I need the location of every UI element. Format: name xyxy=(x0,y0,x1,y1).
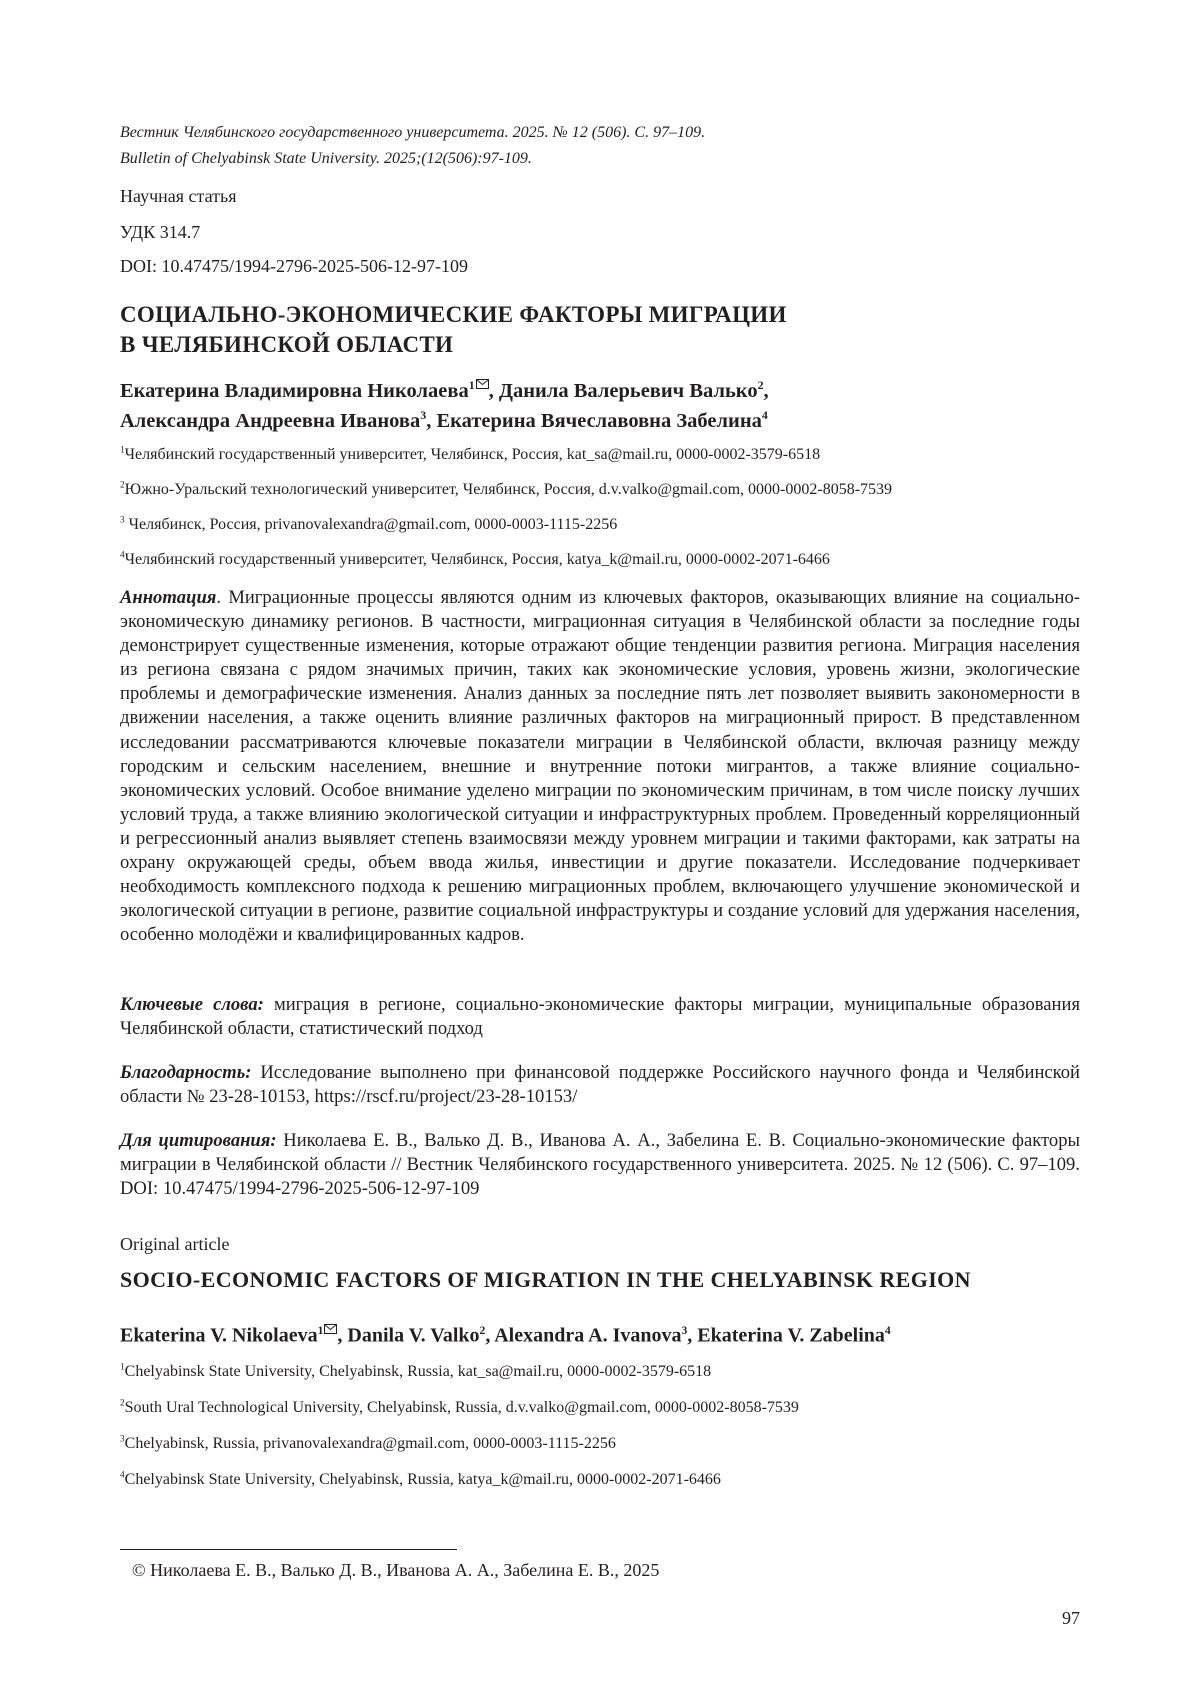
affiliation-number: 3 xyxy=(120,515,125,526)
author-affiliation-number: 1 xyxy=(317,1324,324,1337)
affiliation-en-1 xyxy=(120,1362,1080,1382)
envelope-icon xyxy=(324,1314,337,1342)
udc-code: УДК 314.7 xyxy=(120,222,201,242)
affiliation-en-3 xyxy=(120,1434,1080,1454)
affiliation-ru-3 xyxy=(120,515,1080,535)
authors-en xyxy=(120,1314,1080,1350)
title-ru-line-1: СОЦИАЛЬНО-ЭКОНОМИЧЕСКИЕ ФАКТОРЫ МИГРАЦИИ xyxy=(120,302,787,327)
author-separator: , xyxy=(763,379,769,402)
journal-reference-ru: Вестник Челябинского государственного университета. 2025. № 12 (506). С. 97–109. xyxy=(120,124,706,141)
author-affiliation-number: 1 xyxy=(468,378,475,392)
citation-label: Для цитирования: xyxy=(120,1130,277,1151)
affiliation-en-4 xyxy=(120,1470,1080,1490)
author-affiliation-number: 4 xyxy=(884,1324,891,1337)
journal-reference-en: Bulletin of Chelyabinsk State University. 2025;(12(506):97-109. xyxy=(120,150,532,167)
copyright-notice: © Николаева Е. В., Валько Д. В., Иванова А. А., Забелина Е. В., 2025 xyxy=(132,1560,660,1580)
affiliation-number: 3 xyxy=(120,1434,125,1445)
article-title-en: SOCIO-ECONOMIC FACTORS OF MIGRATION IN THE CHELYABINSK REGION xyxy=(120,1267,971,1292)
author-separator: , xyxy=(488,379,499,402)
affiliation-text: South Ural Technological University, Chelyabinsk, Russia, d.v.valko@gmail.com, 0000-0002-8058-7539 xyxy=(124,1399,799,1416)
affiliation-ru-4 xyxy=(120,550,1080,570)
page-number: 97 xyxy=(1062,1608,1080,1628)
author-affiliation-number: 2 xyxy=(757,378,764,392)
keywords xyxy=(120,993,1080,1041)
author-name: Екатерина Вячеславовна Забелина xyxy=(436,409,762,432)
author-separator: , xyxy=(687,1324,698,1347)
author-name: Данила Валерьевич Валько xyxy=(498,379,758,402)
affiliation-number: 1 xyxy=(120,1362,125,1373)
author-affiliation-number: 4 xyxy=(761,408,768,422)
authors-ru-line-2 xyxy=(120,406,1080,436)
article-title-ru xyxy=(120,300,1080,360)
author-name: Екатерина Владимировна Николаева xyxy=(120,379,469,402)
authors-ru-line-1 xyxy=(120,368,1080,406)
affiliation-number: 4 xyxy=(120,550,125,561)
author-separator: , xyxy=(426,409,437,432)
abstract-text: . Миграционные процессы являются одним из ключевых факторов, оказывающих влияние на социально-экономическую динамику регионов. В частности, миграционная ситуация в Челябинской области за последние годы демонстрирует существенные изменения, которые отражают общие тенденции развития региона. Миграция населения из региона связана с рядом значимых причин, таких как экономические условия, уровень жизни, экологические проблемы и демографические изменения. Анализ данных за последние пять лет позволяет выявить закономерности в движении населения, а также оценить влияние различных факторов на миграционный прирост. В представленном исследовании рассматриваются ключевые показатели миграции в Челябинской области, включая разницу между городским и сельским населением, внешние и внутренние потоки мигрантов, а также влияние социально-экономических условий. Особое внимание уделено миграции по экономическим причинам, в том числе поиску лучших условий труда, а также влиянию экологической ситуации и инфраструктурных проблем. Проведенный корреляционный и регрессионный анализ выявляет степень взаимосвязи между уровнем миграции и такими факторами, как затраты на охрану окружающей среды, объем ввода жилья, инвестиции и другие показатели. Исследование подчеркивает необходимость комплексного подхода к решению миграционных проблем, включающего улучшение экономической и экологической ситуации в регионе, развитие социальной инфраструктуры и создание условий для удержания населения, особенно молодёжи и квалифицированных кадров. xyxy=(120,587,1080,946)
article-type-ru: Научная статья xyxy=(120,186,237,206)
abstract xyxy=(120,586,1080,947)
affiliation-en-2 xyxy=(120,1398,1080,1418)
affiliation-text: Chelyabinsk State University, Chelyabinsk, Russia, kat_sa@mail.ru, 0000-0002-3579-6518 xyxy=(124,1363,712,1380)
author-separator: , xyxy=(485,1324,495,1347)
affiliation-ru-1 xyxy=(120,445,1080,465)
author-separator: , xyxy=(337,1324,348,1347)
author-affiliation-number: 2 xyxy=(479,1324,486,1337)
affiliation-text: Chelyabinsk State University, Chelyabinsk, Russia, katya_k@mail.ru, 0000-0002-2071-6466 xyxy=(124,1471,721,1488)
author-affiliation-number: 3 xyxy=(420,408,427,422)
footnote-divider xyxy=(120,1549,457,1550)
affiliation-number: 2 xyxy=(120,1398,125,1409)
author-name: Danila V. Valko xyxy=(347,1324,480,1347)
author-affiliation-number: 3 xyxy=(681,1324,688,1337)
envelope-icon xyxy=(476,368,489,398)
acknowledgment-label: Благодарность: xyxy=(120,1062,252,1083)
affiliation-ru-2 xyxy=(120,480,1080,500)
article-type-en: Original article xyxy=(120,1234,230,1254)
doi-ru: DOI: 10.47475/1994-2796-2025-506-12-97-109 xyxy=(120,256,468,276)
keywords-text: миграция в регионе, социально-экономические факторы миграции, муниципальные образования Челябинской области, статистический подход xyxy=(120,994,1080,1040)
affiliation-text: Челябинский государственный университет, Челябинск, Россия, katya_k@mail.ru, 0000-0002-2071-6466 xyxy=(124,551,830,568)
abstract-label: Аннотация xyxy=(120,587,217,608)
author-name: Alexandra A. Ivanova xyxy=(494,1324,682,1347)
author-name: Ekaterina V. Nikolaeva xyxy=(120,1324,318,1347)
journal-reference xyxy=(120,120,1080,172)
keywords-label: Ключевые слова: xyxy=(120,994,264,1015)
title-ru-line-2: В ЧЕЛЯБИНСКОЙ ОБЛАСТИ xyxy=(120,332,454,357)
authors-ru xyxy=(120,368,1080,436)
author-name: Александра Андреевна Иванова xyxy=(120,409,421,432)
affiliation-text: Южно-Уральский технологический университет, Челябинск, Россия, d.v.valko@gmail.com, 0000-0002-8058-7539 xyxy=(124,481,893,498)
affiliation-text: Челябинский государственный университет, Челябинск, Россия, kat_sa@mail.ru, 0000-0002-3579-6518 xyxy=(124,446,821,463)
author-name: Ekaterina V. Zabelina xyxy=(697,1324,885,1347)
citation-text: Николаева Е. В., Валько Д. В., Иванова А. А., Забелина Е. В. Социально-экономические факторы миграции в Челябинской области // Вестник Челябинского государственного университета. 2025. № 12 (506). С. 97–109. DOI: 10.47475/1994-2796-2025-506-12-97-109 xyxy=(120,1130,1080,1200)
acknowledgment-text: Исследование выполнено при финансовой поддержке Российского научного фонда и Челябинской области № 23-28-10153, https://rscf.ru/project/23-28-10153/ xyxy=(120,1062,1080,1108)
affiliation-text: Chelyabinsk, Russia, privanovalexandra@gmail.com, 0000-0003-1115-2256 xyxy=(124,1435,616,1452)
affiliation-number: 2 xyxy=(120,480,125,491)
affiliation-number: 1 xyxy=(120,445,125,456)
affiliation-number: 4 xyxy=(120,1470,125,1481)
citation xyxy=(120,1129,1080,1201)
acknowledgment xyxy=(120,1061,1080,1109)
affiliation-text: Челябинск, Россия, privanovalexandra@gmail.com, 0000-0003-1115-2256 xyxy=(124,516,618,533)
